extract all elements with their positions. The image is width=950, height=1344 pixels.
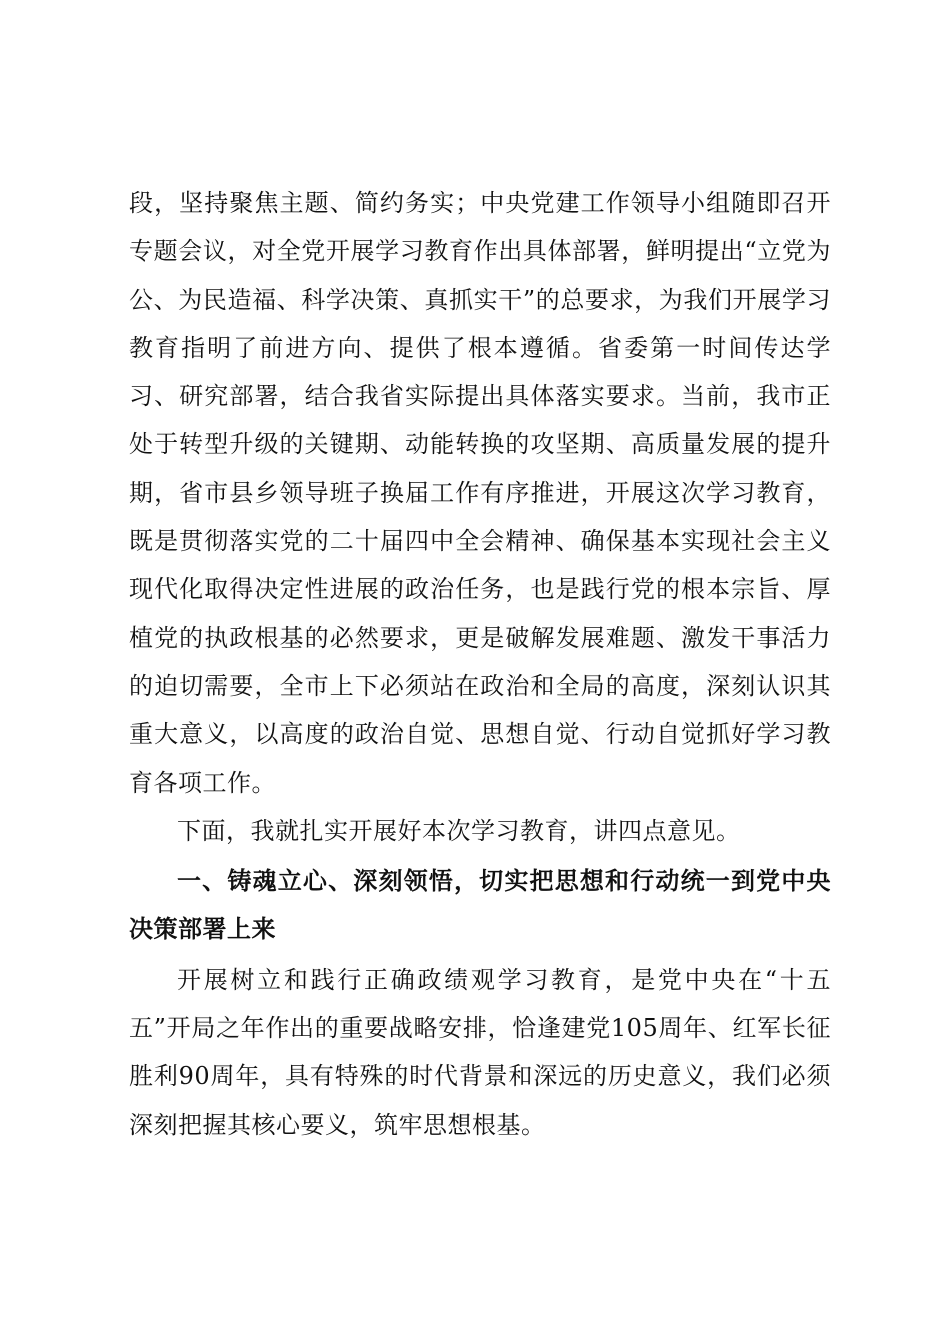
paragraph-intro-points: 下面，我就扎实开展好本次学习教育，讲四点意见。 xyxy=(177,816,741,845)
paragraph-section-1-body: 开展树立和践行正确政绩观学习教育，是党中央在“十五五”开局之年作出的重要战略安排，恰逢建党105周年、红军长征胜利90周年，具有特殊的时代背景和深远的历史意义，我们必须深刻把握其核心要义，筑牢思想根基。 xyxy=(129,965,831,1139)
paragraph-continuation: 段，坚持聚焦主题、简约务实；中央党建工作领导小组随即召开专题会议，对全党开展学习教育作出具体部署，鲜明提出“立党为公、为民造福、科学决策、真抓实干”的总要求，为我们开展学习教育指明了前进方向、提供了根本遵循。省委第一时间传达学习、研究部署，结合我省实际提出具体落实要求。当前，我市正处于转型升级的关键期、动能转换的攻坚期、高质量发展的提升期，省市县乡领导班子换届工作有序推进，开展这次学习教育，既是贯彻落实党的二十届四中全会精神、确保基本实现社会主义现代化取得决定性进展的政治任务，也是践行党的根本宗旨、厚植党的执政根基的必然要求，更是破解发展难题、激发干事活力的迫切需要，全市上下必须站在政治和全局的高度，深刻认识其重大意义，以高度的政治自觉、思想自觉、行动自觉抓好学习教育各项工作。 xyxy=(129,189,831,797)
section-heading-1: 一、铸魂立心、深刻领悟，切实把思想和行动统一到党中央决策部署上来 xyxy=(129,867,831,944)
document-body xyxy=(129,179,831,1149)
